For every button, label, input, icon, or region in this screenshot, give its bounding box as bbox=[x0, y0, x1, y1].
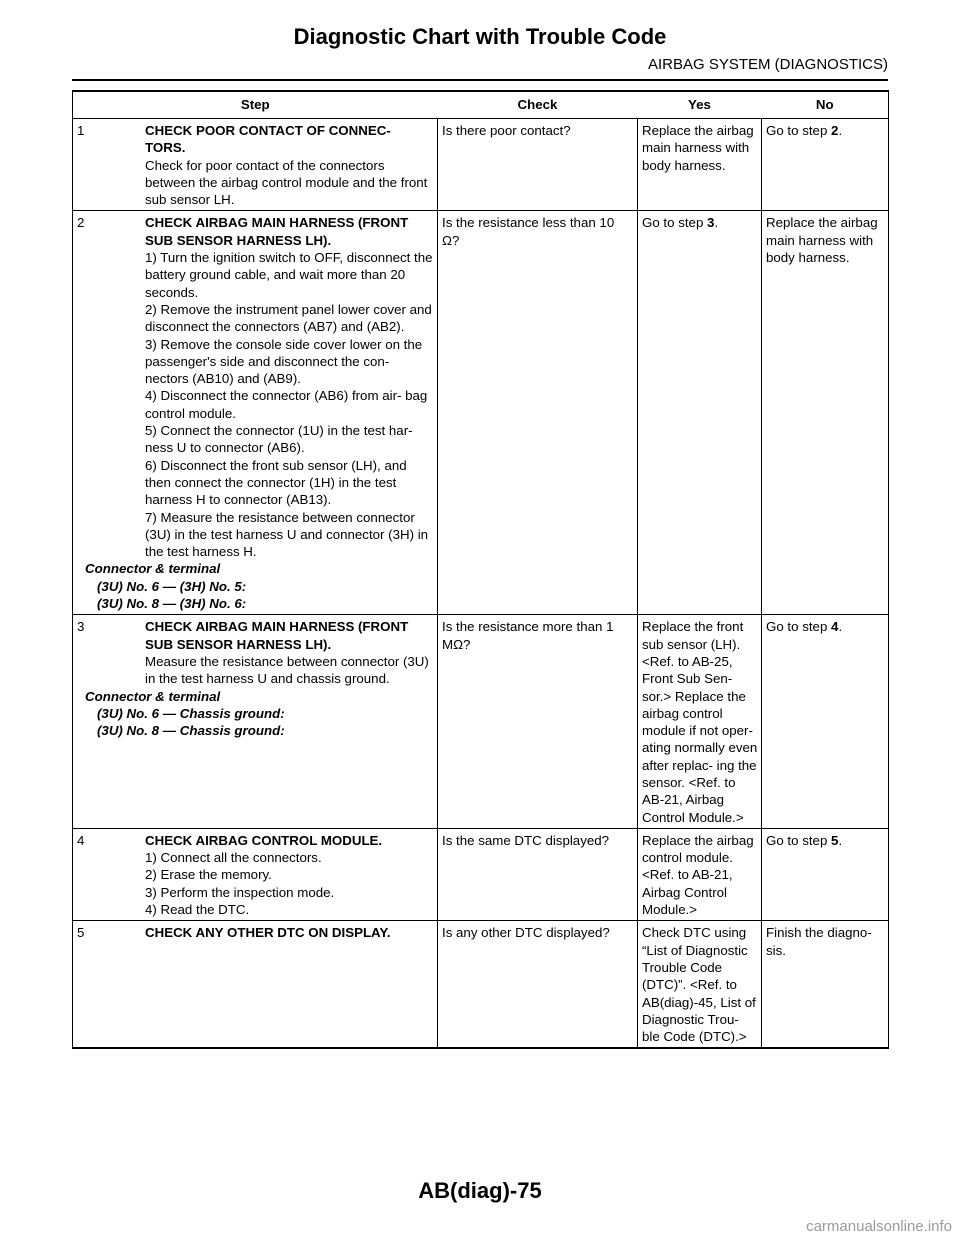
page-title: Diagnostic Chart with Trouble Code bbox=[293, 24, 667, 49]
table-row bbox=[73, 615, 889, 829]
step-instruction: 1) Connect all the connectors. bbox=[145, 850, 322, 866]
no-prefix: Go to step bbox=[766, 123, 832, 138]
step-instruction: 4) Read the DTC. bbox=[145, 902, 250, 918]
connector-terminal-label: Connector & terminal bbox=[85, 561, 221, 577]
check-cell: Is the same DTC displayed? bbox=[438, 828, 638, 920]
step-name: CHECK POOR CONTACT OF CONNEC- TORS. bbox=[145, 123, 391, 156]
no-suffix: . bbox=[838, 619, 843, 635]
header-yes: Yes bbox=[638, 91, 762, 119]
no-prefix: Go to step bbox=[766, 619, 832, 635]
step-number: 3 bbox=[77, 619, 85, 635]
connector-terminal-label: Connector & terminal bbox=[85, 688, 221, 704]
no-cell bbox=[762, 828, 889, 920]
step-instruction: 5) Connect the connector (1U) in the test har- ness U to connector (AB6). bbox=[145, 423, 413, 456]
step-number: 5 bbox=[77, 925, 85, 941]
check-cell: Is the resistance less than 10 Ω? bbox=[438, 211, 638, 615]
step-instruction: 7) Measure the resistance between connector (3U) in the test harness U and connector (3H) in the test harness H. bbox=[145, 509, 429, 560]
no-cell bbox=[762, 119, 889, 211]
table-row bbox=[73, 828, 889, 920]
step-name: CHECK AIRBAG CONTROL MODULE. bbox=[145, 832, 383, 848]
connector-terminal-item: (3U) No. 6 — Chassis ground: bbox=[97, 705, 285, 721]
no-cell bbox=[762, 615, 889, 829]
header-rule bbox=[72, 79, 888, 81]
step-instruction: 3) Remove the console side cover lower on the passenger's side and disconnect the con- nectors (AB10) and (AB9). bbox=[145, 336, 423, 387]
watermark: carmanualsonline.info bbox=[806, 1218, 952, 1235]
no-suffix: . bbox=[838, 123, 843, 138]
yes-cell bbox=[638, 211, 762, 615]
step-instruction: Check for poor contact of the connectors between the airbag control module and the front sub sensor LH. bbox=[145, 157, 428, 208]
step-number: 1 bbox=[77, 123, 85, 138]
no-prefix: Go to step bbox=[766, 832, 832, 848]
table-row bbox=[73, 921, 889, 1049]
step-cell bbox=[73, 921, 438, 1049]
diagnostic-table bbox=[72, 90, 889, 1049]
header-check: Check bbox=[438, 91, 638, 119]
no-step-ref: 2 bbox=[831, 123, 839, 138]
yes-cell: Replace the front sub sensor (LH). <Ref. to AB-25, Front Sub Sen- sor.> Replace the airbag control module if not oper- ating normally even after replac- ing the sensor. <Ref. to AB-21, Airbag Control Module.> bbox=[638, 615, 762, 829]
step-instruction: Measure the resistance between connector (3U) in the test harness U and chassis ground. bbox=[145, 653, 429, 687]
check-cell: Is there poor contact? bbox=[438, 119, 638, 211]
yes-step-ref: 3 bbox=[707, 215, 715, 231]
no-step-ref: 4 bbox=[831, 619, 839, 635]
step-name: CHECK AIRBAG MAIN HARNESS (FRONT SUB SENSOR HARNESS LH). bbox=[145, 215, 409, 248]
step-instruction: 2) Erase the memory. bbox=[145, 867, 272, 883]
table-row bbox=[73, 119, 889, 211]
table-row bbox=[73, 211, 889, 615]
step-number: 4 bbox=[77, 832, 85, 848]
step-number: 2 bbox=[77, 215, 85, 231]
connector-terminal-item: (3U) No. 8 — Chassis ground: bbox=[97, 723, 285, 739]
step-instruction: 1) Turn the ignition switch to OFF, disconnect the battery ground cable, and wait more than 20 seconds. bbox=[145, 250, 433, 300]
no-cell: Replace the airbag main harness with body harness. bbox=[762, 211, 889, 615]
yes-cell: Check DTC using “List of Diagnostic Trouble Code (DTC)”. <Ref. to AB(diag)-45, List of Diagnostic Trou- ble Code (DTC).> bbox=[638, 921, 762, 1049]
header-step: Step bbox=[73, 91, 438, 119]
no-suffix: . bbox=[838, 832, 843, 848]
step-instruction: 6) Disconnect the front sub sensor (LH), and then connect the connector (1H) in the test harness H to connector (AB13). bbox=[145, 457, 407, 508]
step-name: CHECK AIRBAG MAIN HARNESS (FRONT SUB SENSOR HARNESS LH). bbox=[145, 619, 409, 652]
step-cell bbox=[73, 828, 438, 920]
no-cell: Finish the diagno- sis. bbox=[762, 921, 889, 1049]
no-step-ref: 5 bbox=[831, 832, 839, 848]
check-cell: Is any other DTC displayed? bbox=[438, 921, 638, 1049]
yes-prefix: Go to step bbox=[642, 215, 708, 231]
yes-cell: Replace the airbag control module. <Ref. to AB-21, Airbag Control Module.> bbox=[638, 828, 762, 920]
page-number: AB(diag)-75 bbox=[418, 1178, 542, 1203]
yes-cell: Replace the airbag main harness with body harness. bbox=[638, 119, 762, 211]
step-cell bbox=[73, 615, 438, 829]
connector-terminal-item: (3U) No. 8 — (3H) No. 6: bbox=[97, 596, 247, 612]
step-instruction: 4) Disconnect the connector (AB6) from air- bag control module. bbox=[145, 388, 428, 421]
check-cell: Is the resistance more than 1 MΩ? bbox=[438, 615, 638, 829]
step-instruction: 3) Perform the inspection mode. bbox=[145, 884, 335, 900]
table-header-row bbox=[73, 91, 889, 119]
section-subtitle: AIRBAG SYSTEM (DIAGNOSTICS) bbox=[647, 56, 888, 73]
yes-suffix: . bbox=[714, 215, 719, 231]
header-no: No bbox=[762, 91, 889, 119]
connector-terminal-item: (3U) No. 6 — (3H) No. 5: bbox=[97, 578, 247, 594]
step-name: CHECK ANY OTHER DTC ON DISPLAY. bbox=[145, 925, 391, 941]
step-instruction: 2) Remove the instrument panel lower cover and disconnect the connectors (AB7) and (AB2). bbox=[145, 301, 432, 335]
step-cell bbox=[73, 119, 438, 211]
step-cell bbox=[73, 211, 438, 615]
